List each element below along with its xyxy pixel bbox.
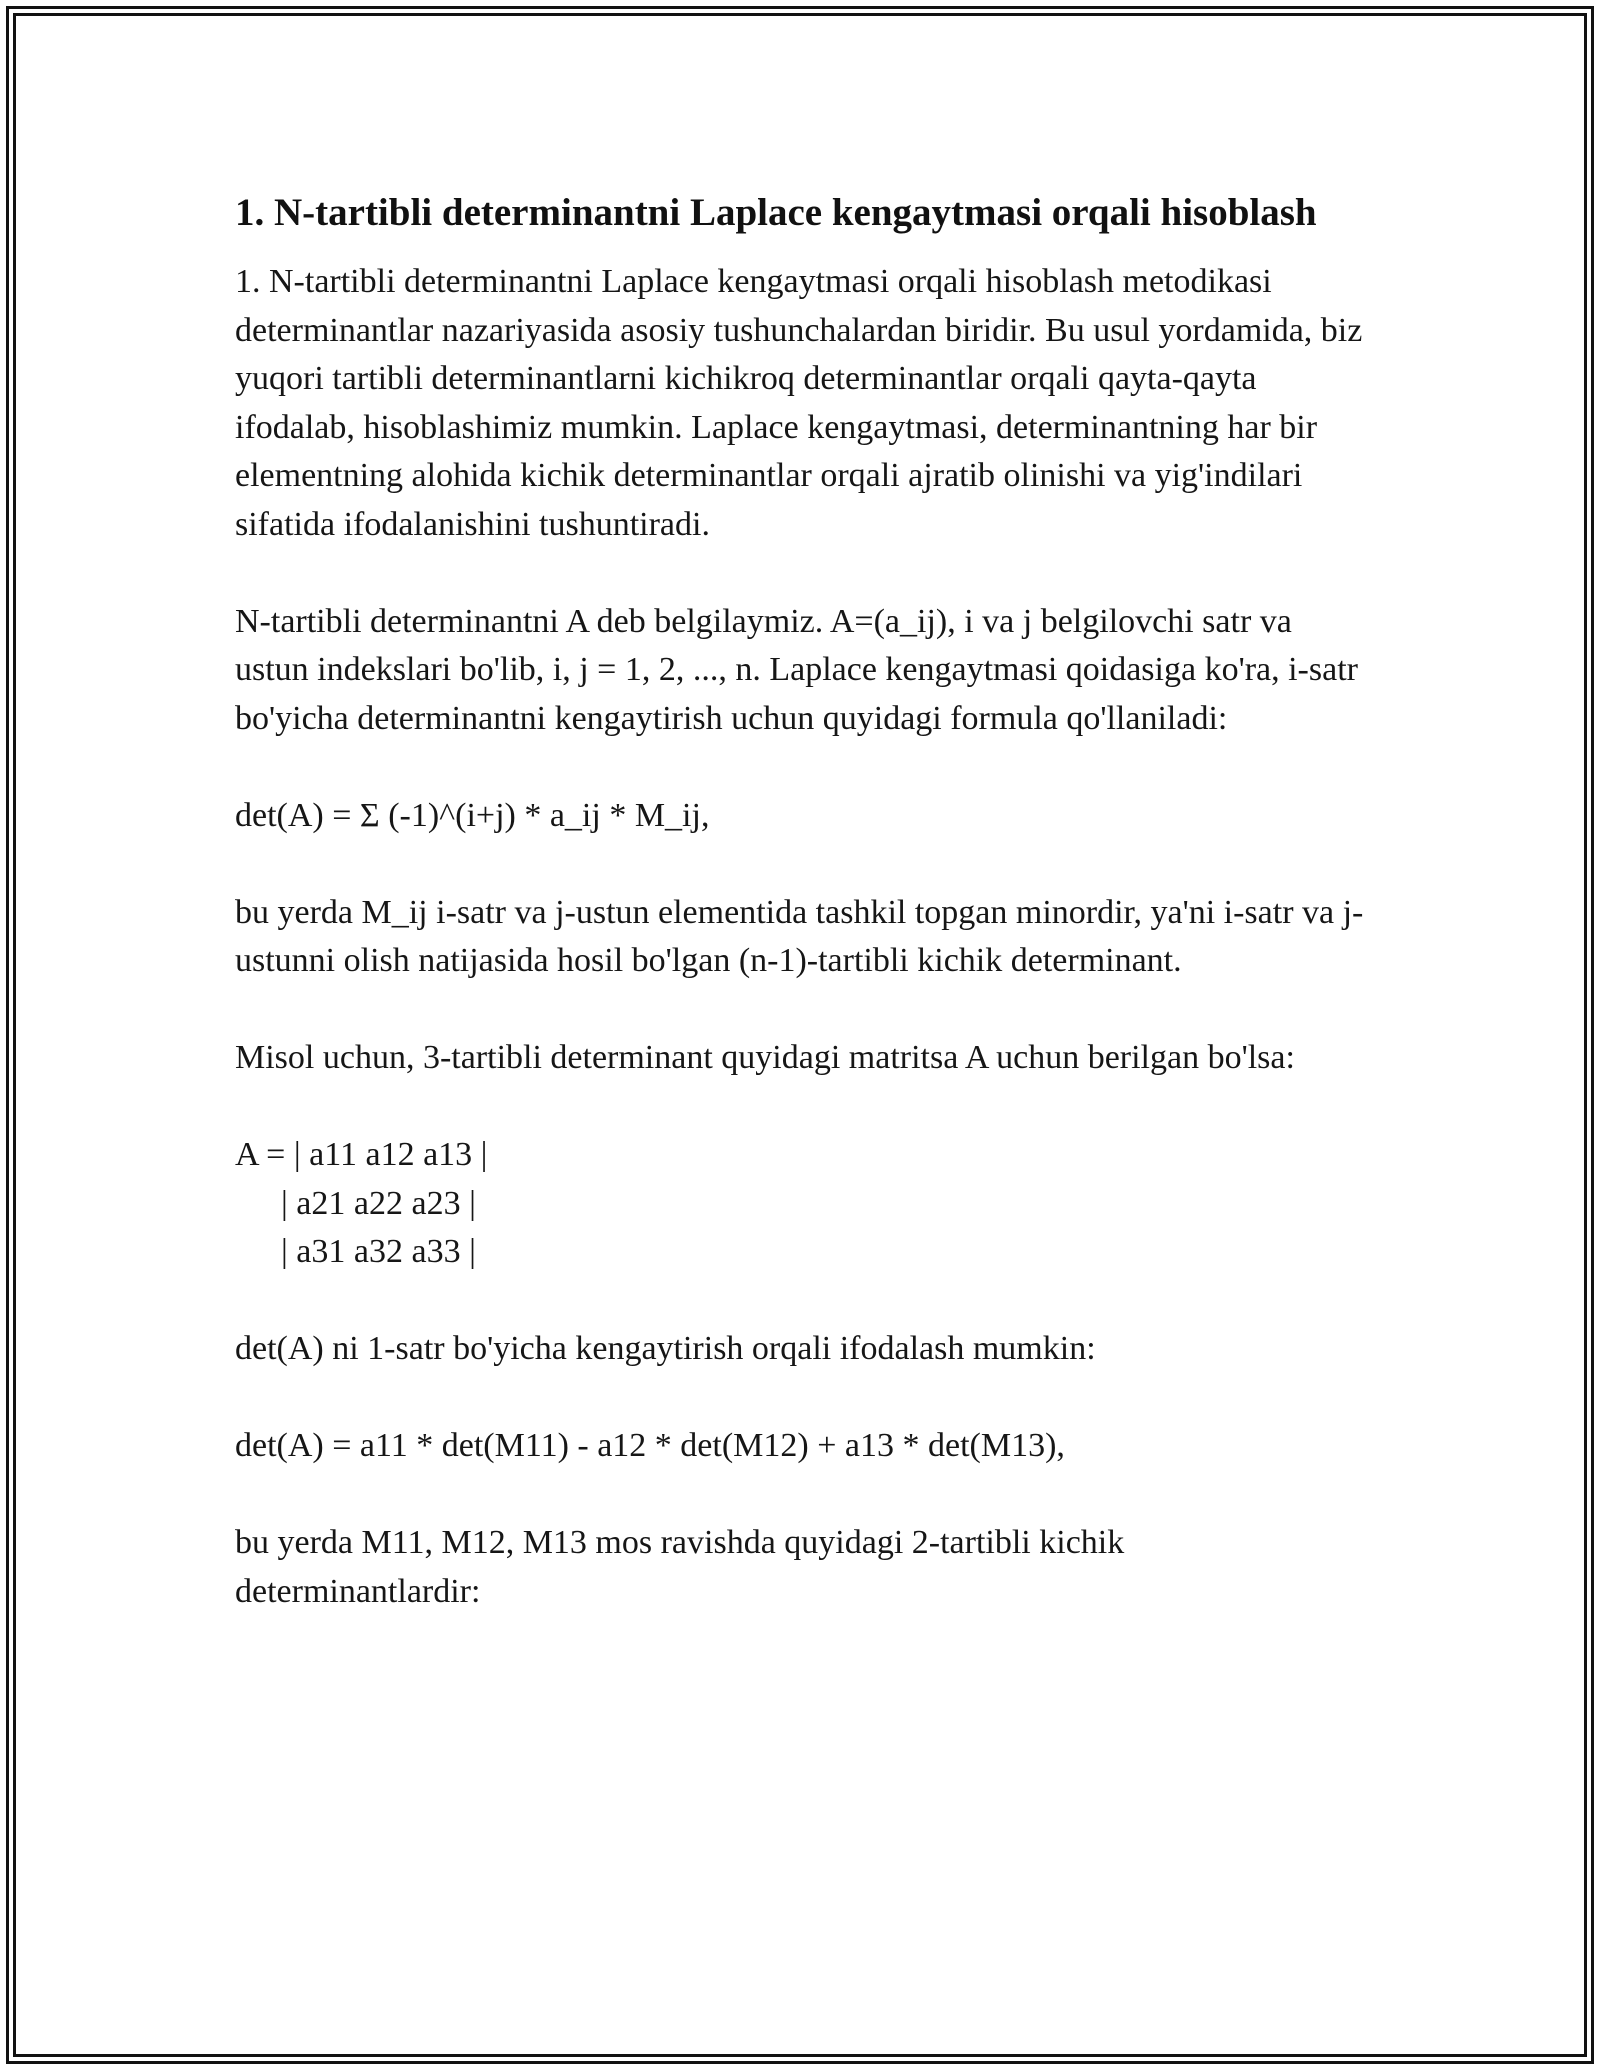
matrix-block — [235, 1131, 1365, 1277]
paragraph-minors: bu yerda M11, M12, M13 mos ravishda quyidagi 2-tartibli kichik determinantlardir: — [235, 1524, 1133, 1610]
spacer — [235, 1374, 1365, 1423]
matrix-row-3: | a31 a32 a33 | — [281, 1233, 476, 1270]
paragraph-expansion-intro: det(A) ni 1-satr bo'yicha kengaytirish orqali ifodalash mumkin: — [235, 1330, 1096, 1367]
spacer — [235, 743, 1365, 792]
paragraph-example-intro: Misol uchun, 3-tartibli determinant quyidagi matritsa A uchun berilgan bo'lsa: — [235, 1039, 1295, 1076]
spacer — [235, 549, 1365, 598]
spacer — [235, 1083, 1365, 1132]
spacer — [235, 986, 1365, 1035]
spacer — [235, 1471, 1365, 1520]
paragraph-intro: 1. N-tartibli determinantni Laplace kengaytmasi orqali hisoblash metodikasi determinantlar nazariyasida asosiy tushunchalardan biridir. Bu usul yordamida, biz yuqori tartibli determinantlarni kichikroq determinantlar orqali qayta-qayta ifodalab, hisoblashimiz mumkin. Laplace kengaytmasi, determinantning har bir elementning alohida kichik determinantlar orqali ajratib olinishi va yig'indilari sifatida ifodalanishini tushuntiradi. — [235, 263, 1371, 543]
formula-expansion: det(A) = a11 * det(M11) - a12 * det(M12) + a13 * det(M13), — [235, 1427, 1065, 1464]
spacer — [235, 1277, 1365, 1326]
formula-laplace: det(A) = Σ (-1)^(i+j) * a_ij * M_ij, — [235, 796, 710, 834]
matrix-row-1: A = | a11 a12 a13 | — [235, 1136, 488, 1173]
matrix-row-2: | a21 a22 a23 | — [281, 1184, 476, 1222]
spacer — [235, 840, 1365, 889]
document-body — [235, 185, 1371, 1616]
document-title: 1. N-tartibli determinantni Laplace kengaytmasi orqali hisoblash — [235, 191, 1317, 234]
paragraph-minor-definition: bu yerda M_ij i-satr va j-ustun elementida tashkil topgan minordir, ya'ni i-satr va j-ustunni olish natijasida hosil bo'lgan (n-1)-tartibli kichik determinant. — [235, 893, 1364, 979]
paragraph-definition: N-tartibli determinantni A deb belgilaymiz. A=(a_ij), i va j belgilovchi satr va ustun indekslari bo'lib, i, j = 1, 2, ..., n. Laplace kengaytmasi qoidasiga ko'ra, i-satr bo'yicha determinantni kengaytirish uchun quyidagi formula qo'llaniladi: — [235, 602, 1367, 737]
